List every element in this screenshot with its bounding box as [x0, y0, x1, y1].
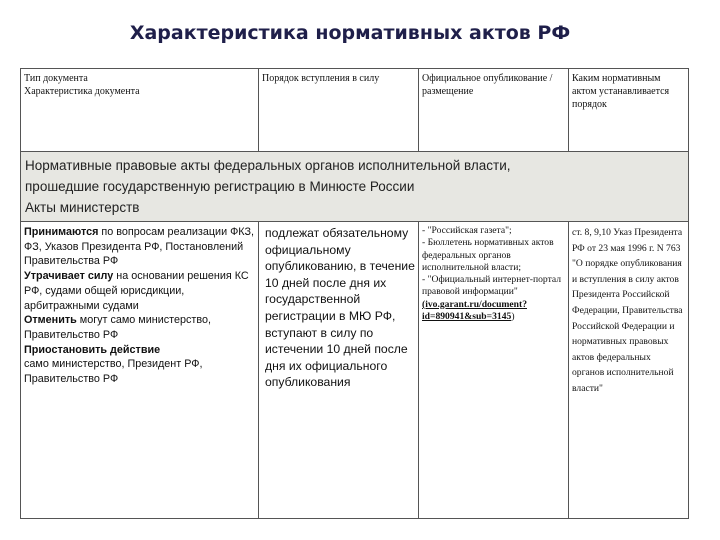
void-text: на основании решения КС РФ, судами общей юрисдикции, арбитражными судами — [24, 270, 249, 312]
header-doc-type-label: Тип документа — [24, 73, 88, 84]
header-cell-doc-type — [21, 69, 259, 152]
band-line-2: прошедшие государственную регистрацию в Минюсте России — [25, 179, 415, 194]
accepted-label: Принимаются — [24, 226, 99, 238]
publication-item-1: - "Российская газета"; — [422, 225, 512, 236]
link-close: ) — [511, 311, 515, 323]
body-cell-regulating-act: ст. 8, 9,10 Указ Президента РФ от 23 мая 1996 г. N 763 "О порядке опубликования и вступления в силу актов Президента Российской Федерации, Правительства Российской Федерации и нормативных правовых актов федеральных органов исполнительной власти" — [569, 222, 689, 519]
section-band-row — [21, 152, 689, 222]
table-body-row — [21, 222, 689, 519]
page-title: Характеристика нормативных актов РФ — [129, 22, 571, 44]
body-cell-characteristic — [21, 222, 259, 519]
band-line-1: Нормативные правовые акты федеральных органов исполнительной власти, — [25, 158, 511, 173]
band-line-3: Акты министерств — [25, 200, 140, 215]
publication-item-2: - Бюллетень нормативных актов федеральных органов исполнительной власти; — [422, 237, 554, 273]
publication-item-3: - "Официальный интернет-портал правовой информации" — [422, 274, 562, 298]
accepted-text: по вопросам реализации ФКЗ, ФЗ, Указов Президента РФ, Постановлений Правительства РФ — [24, 226, 255, 268]
header-cell-entry-into-force: Порядок вступления в силу — [259, 69, 419, 152]
suspend-label: Приостановить действие — [24, 343, 161, 356]
header-cell-regulating-act: Каким нормативным актом устанавливается порядок — [569, 69, 689, 152]
right-frame — [698, 0, 720, 540]
section-band — [21, 152, 689, 222]
void-label: Утрачивает силу — [24, 270, 114, 283]
acts-table — [20, 68, 689, 519]
body-cell-entry-into-force: подлежат обязательному официальному опубликованию, в течение 10 дней после дня их государственной регистрации в МЮ РФ, вступают в силу по истечении 10 дней после дня их официального опубликования — [259, 222, 419, 519]
garant-link[interactable]: (ivo.garant.ru/document?id=890941&sub=3145 — [422, 298, 527, 323]
header-doc-characteristic-label: Характеристика документа — [24, 86, 140, 97]
cancel-text: могут само министерство, Правительство РФ — [24, 314, 211, 341]
header-cell-publication: Официальное опубликование / размещение — [419, 69, 569, 152]
cancel-label: Отменить — [24, 314, 77, 327]
body-cell-publication — [419, 222, 569, 519]
publication-link-line — [422, 299, 565, 324]
table-header-row — [21, 69, 689, 152]
suspend-text: само министерство, Президент РФ, Правительство РФ — [24, 358, 203, 386]
